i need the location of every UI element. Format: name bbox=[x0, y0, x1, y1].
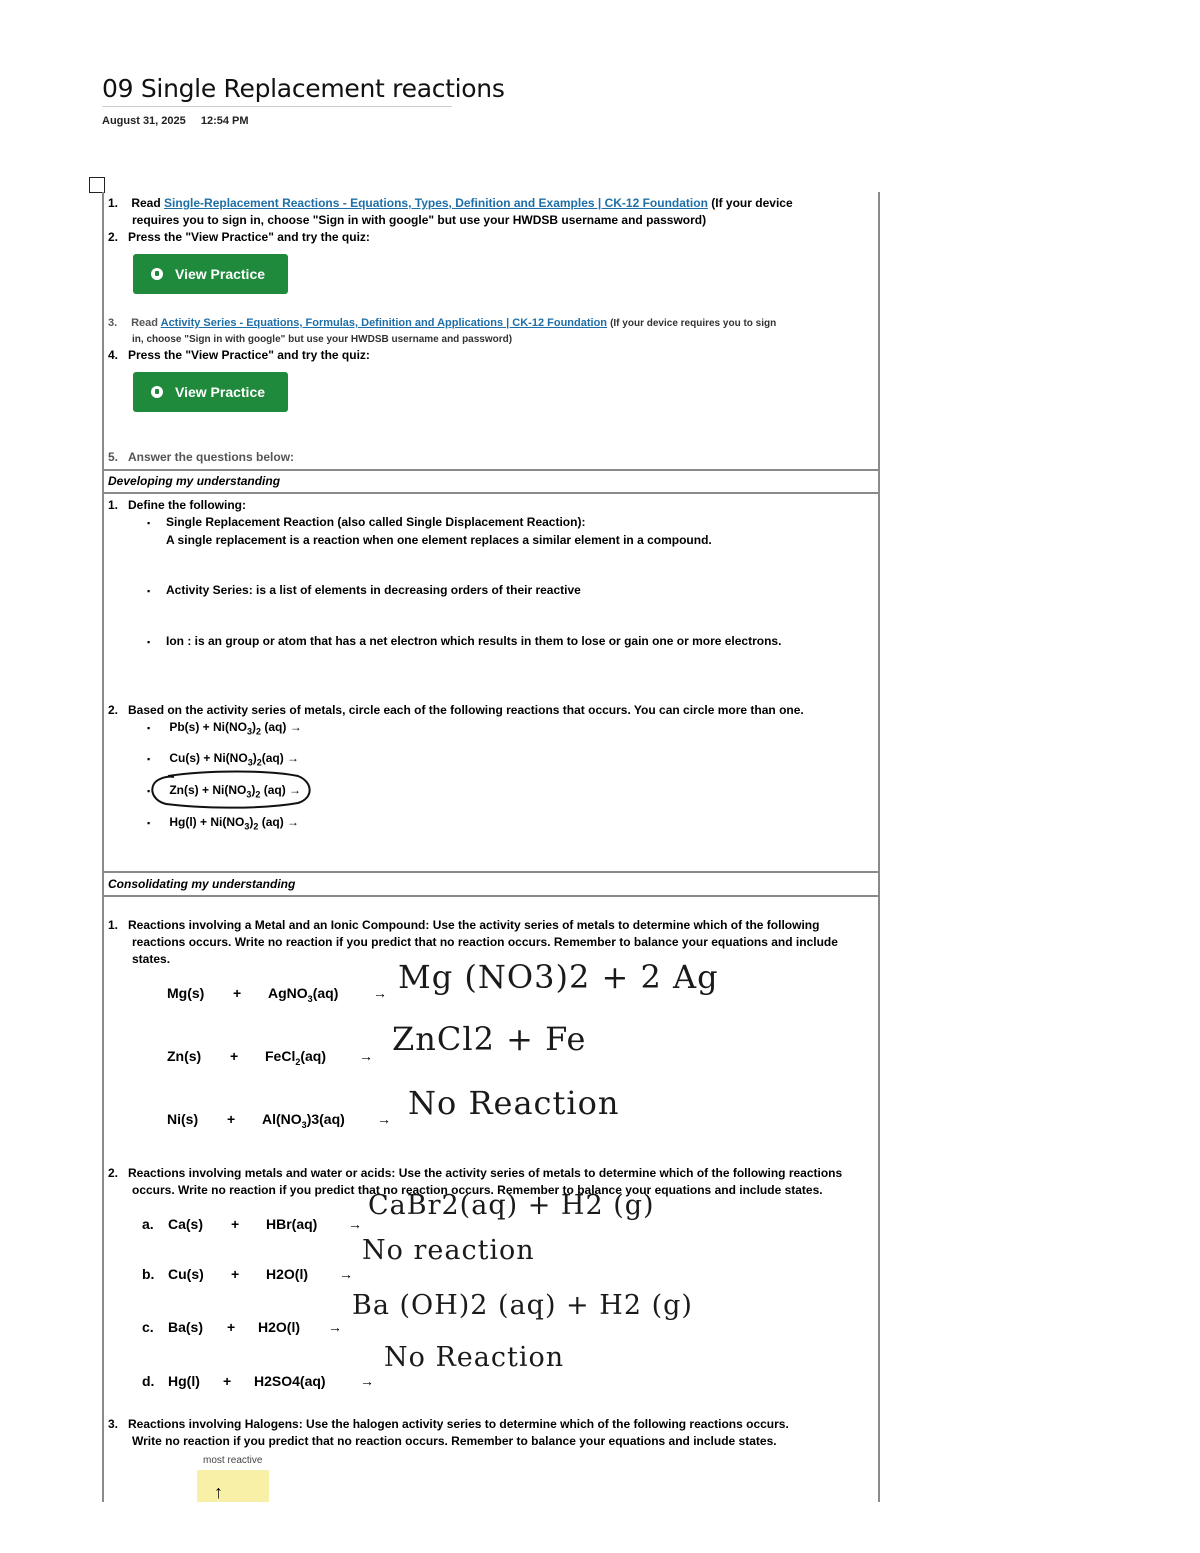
section-divider bbox=[102, 469, 880, 471]
ck12-activity-series-link[interactable]: Activity Series - Equations, Formulas, Definition and Applications | CK-12 Foundation bbox=[160, 317, 608, 329]
paren: ) bbox=[252, 720, 257, 734]
page-time: 12:54 PM bbox=[200, 115, 249, 127]
page-title: 09 Single Replacement reactions bbox=[102, 74, 505, 103]
plus-sign: + bbox=[230, 1048, 239, 1064]
practice-icon bbox=[151, 386, 163, 398]
eq-d-reagent: H2SO4(aq) bbox=[254, 1373, 326, 1389]
arrow-up-icon: ↑ bbox=[214, 1482, 223, 1502]
step-3-prefix: Read bbox=[131, 317, 158, 329]
eq-a-reagent: HBr(aq) bbox=[266, 1216, 318, 1232]
compound: AgNO bbox=[268, 985, 308, 1001]
subscript: 3 bbox=[247, 757, 253, 768]
eq-b-reagent: H2O(l) bbox=[266, 1266, 308, 1282]
hand-drawn-circle bbox=[148, 770, 313, 810]
halogen-series-image bbox=[197, 1470, 269, 1502]
dev-q1: 1. Define the following: bbox=[108, 498, 246, 512]
step-4: 4. Press the "View Practice" and try the quiz: bbox=[108, 348, 370, 362]
handwritten-answer-a: CaBr2(aq) + H2 (g) bbox=[368, 1190, 655, 1221]
developing-heading: Developing my understanding bbox=[108, 474, 281, 488]
dev-q2: 2. Based on the activity series of metals, circle each of the following reactions that occurs. You can circle more than one. bbox=[108, 703, 804, 717]
plus-sign: + bbox=[223, 1373, 232, 1389]
con-q2-line1: Reactions involving metals and water or acids: Use the activity series of metals to determine which of the following reactions bbox=[128, 1166, 843, 1180]
page-date: August 31, 2025 bbox=[102, 115, 186, 127]
step-3: 3. Read Activity Series - Equations, Formulas, Definition and Applications | CK-12 Foundation (If your device requires you to sign bbox=[108, 317, 777, 329]
reaction-hg bbox=[147, 815, 299, 831]
plus-sign: + bbox=[231, 1266, 240, 1282]
task-checkbox[interactable] bbox=[89, 177, 105, 193]
subscript: 3 bbox=[247, 726, 253, 737]
step-2-text: Press the "View Practice" and try the quiz: bbox=[128, 230, 370, 244]
subscript: 3 bbox=[301, 1119, 307, 1130]
arrow: → bbox=[339, 1266, 353, 1282]
subscript: 3 bbox=[246, 789, 252, 800]
reaction-cu-reactants: Cu(s) + Ni(NO bbox=[169, 751, 248, 765]
paren: ) bbox=[249, 815, 254, 829]
step-3-line2: in, choose "Sign in with google" but use your HWDSB username and password) bbox=[132, 334, 513, 345]
compound: Al(NO bbox=[262, 1111, 302, 1127]
eq-b-letter: b. bbox=[142, 1266, 155, 1282]
subscript: 2 bbox=[256, 726, 262, 737]
consolidating-heading: Consolidating my understanding bbox=[108, 877, 296, 891]
dev-q2-text: Based on the activity series of metals, circle each of the following reactions that occurs. You can circle more than one. bbox=[128, 703, 804, 717]
con-q2: 2. Reactions involving metals and water or acids: Use the activity series of metals to determine which of the following reactions bbox=[108, 1166, 843, 1180]
step-2: 2. Press the "View Practice" and try the quiz: bbox=[108, 230, 370, 244]
content-frame-left bbox=[102, 192, 104, 1502]
con-q3-line1: Reactions involving Halogens: Use the halogen activity series to determine which of the following reactions occurs. bbox=[128, 1417, 789, 1431]
eq-mg-compound bbox=[268, 985, 338, 1004]
eq-d-metal: Hg(l) bbox=[168, 1373, 200, 1389]
subscript: 3 bbox=[244, 821, 250, 832]
subscript: 2 bbox=[253, 821, 259, 832]
handwritten-answer-ni: No Reaction bbox=[408, 1084, 620, 1122]
eq-a-metal: Ca(s) bbox=[168, 1216, 204, 1232]
arrow: → bbox=[359, 1048, 373, 1064]
step-1-prefix: Read bbox=[131, 196, 161, 210]
content-frame-right bbox=[878, 192, 880, 1502]
handwritten-answer-mg: Mg (NO3)2 + 2 Ag bbox=[398, 958, 719, 996]
paren: ) bbox=[252, 751, 257, 765]
def-activity-series: ▪ Activity Series: is a list of elements in decreasing orders of their reactive bbox=[147, 583, 581, 597]
step-1-line2: requires you to sign in, choose "Sign in with google" but use your HWDSB username and password) bbox=[132, 213, 707, 227]
def-single-replacement-answer: A single replacement is a reaction when one element replaces a similar element in a compound. bbox=[166, 533, 712, 547]
reaction-hg-end: (aq) → bbox=[258, 815, 300, 829]
step-3-suffix: (If your device requires you to sign bbox=[610, 318, 777, 329]
compound: FeCl bbox=[265, 1048, 296, 1064]
reaction-pb bbox=[147, 720, 302, 736]
view-practice-label-1: View Practice bbox=[175, 266, 266, 282]
step-5: 5. Answer the questions below: bbox=[108, 450, 295, 464]
reaction-pb-reactants: Pb(s) + Ni(NO bbox=[169, 720, 248, 734]
con-q3-line2: Write no reaction if you predict that no reaction occurs. Remember to balance your equations and include states. bbox=[132, 1434, 777, 1448]
eq-c-letter: c. bbox=[142, 1319, 154, 1335]
eq-mg-reactant: Mg(s) bbox=[167, 985, 205, 1001]
most-reactive-label: most reactive bbox=[203, 1455, 263, 1466]
con-q1: 1. Reactions involving a Metal and an Ionic Compound: Use the activity series of metals to determine which of the following bbox=[108, 918, 820, 932]
def-ion: ▪ Ion : is an group or atom that has a net electron which results in them to lose or gain one or more electrons. bbox=[147, 634, 781, 648]
handwritten-answer-c: Ba (OH)2 (aq) + H2 (g) bbox=[352, 1290, 693, 1321]
reaction-zn-end: (aq) → bbox=[260, 783, 302, 797]
reaction-zn-reactants: Zn(s) + Ni(NO bbox=[169, 783, 247, 797]
plus-sign: + bbox=[233, 985, 242, 1001]
def-single-replacement-term: ▪ Single Replacement Reaction (also called Single Displacement Reaction): bbox=[147, 515, 585, 529]
eq-c-metal: Ba(s) bbox=[168, 1319, 204, 1335]
title-divider bbox=[102, 106, 452, 107]
subscript: 2 bbox=[255, 789, 261, 800]
plus-sign: + bbox=[227, 1319, 236, 1335]
eq-ni-compound bbox=[262, 1111, 345, 1130]
step-5-text: Answer the questions below: bbox=[128, 450, 295, 464]
eq-d-letter: d. bbox=[142, 1373, 155, 1389]
con-q1-line3: states. bbox=[132, 952, 171, 966]
con-q1-line1: Reactions involving a Metal and an Ionic Compound: Use the activity series of metals to determine which of the following bbox=[128, 918, 820, 932]
state: )3(aq) bbox=[306, 1111, 345, 1127]
page-timestamp bbox=[102, 115, 261, 127]
subscript: 2 bbox=[256, 757, 262, 768]
section-divider bbox=[102, 895, 880, 897]
eq-c-reagent: H2O(l) bbox=[258, 1319, 300, 1335]
ck12-single-replacement-link[interactable]: Single-Replacement Reactions - Equations, Types, Definition and Examples | CK-12 Foundation bbox=[164, 196, 708, 210]
eq-ni-reactant: Ni(s) bbox=[167, 1111, 199, 1127]
reaction-hg-reactants: Hg(l) + Ni(NO bbox=[169, 815, 245, 829]
con-q3: 3. Reactions involving Halogens: Use the halogen activity series to determine which of the following reactions occurs. bbox=[108, 1417, 789, 1431]
arrow: → bbox=[377, 1111, 391, 1127]
step-4-text: Press the "View Practice" and try the quiz: bbox=[128, 348, 370, 362]
reaction-pb-end: (aq) → bbox=[261, 720, 302, 734]
section-divider bbox=[102, 492, 880, 494]
dev-q1-text: Define the following: bbox=[128, 498, 246, 512]
arrow: → bbox=[328, 1319, 342, 1335]
con-q2-line2: occurs. Write no reaction if you predict that no reaction occurs. Remember to balance your equations and include states. bbox=[132, 1183, 823, 1197]
con-q1-line2: reactions occurs. Write no reaction if you predict that no reaction occurs. Remember to balance your equations and include bbox=[132, 935, 838, 949]
section-divider bbox=[102, 871, 880, 873]
plus-sign: + bbox=[231, 1216, 240, 1232]
subscript: 3 bbox=[307, 993, 313, 1004]
step-1: 1. Read Single-Replacement Reactions - Equations, Types, Definition and Examples | CK-12 Foundation (If your device bbox=[108, 196, 793, 210]
subscript: 2 bbox=[295, 1056, 301, 1067]
eq-b-metal: Cu(s) bbox=[168, 1266, 204, 1282]
reaction-cu bbox=[147, 751, 299, 767]
arrow: → bbox=[373, 985, 387, 1001]
arrow: → bbox=[360, 1373, 374, 1389]
state: (aq) bbox=[300, 1048, 327, 1064]
handwritten-answer-b: No reaction bbox=[362, 1235, 535, 1266]
plus-sign: + bbox=[227, 1111, 236, 1127]
state: (aq) bbox=[312, 985, 339, 1001]
eq-zn-reactant: Zn(s) bbox=[167, 1048, 202, 1064]
handwritten-answer-zn: ZnCl2 + Fe bbox=[392, 1020, 587, 1058]
step-1-suffix: (If your device bbox=[711, 196, 793, 210]
arrow: → bbox=[348, 1216, 362, 1232]
view-practice-button-2[interactable] bbox=[133, 372, 288, 412]
paren: ) bbox=[251, 783, 256, 797]
reaction-cu-end: (aq) → bbox=[261, 751, 300, 765]
handwritten-answer-d: No Reaction bbox=[384, 1342, 565, 1373]
practice-icon bbox=[151, 268, 163, 280]
eq-zn-compound bbox=[265, 1048, 326, 1067]
view-practice-label-2: View Practice bbox=[175, 384, 266, 400]
view-practice-button-1[interactable] bbox=[133, 254, 288, 294]
eq-a-letter: a. bbox=[142, 1216, 154, 1232]
